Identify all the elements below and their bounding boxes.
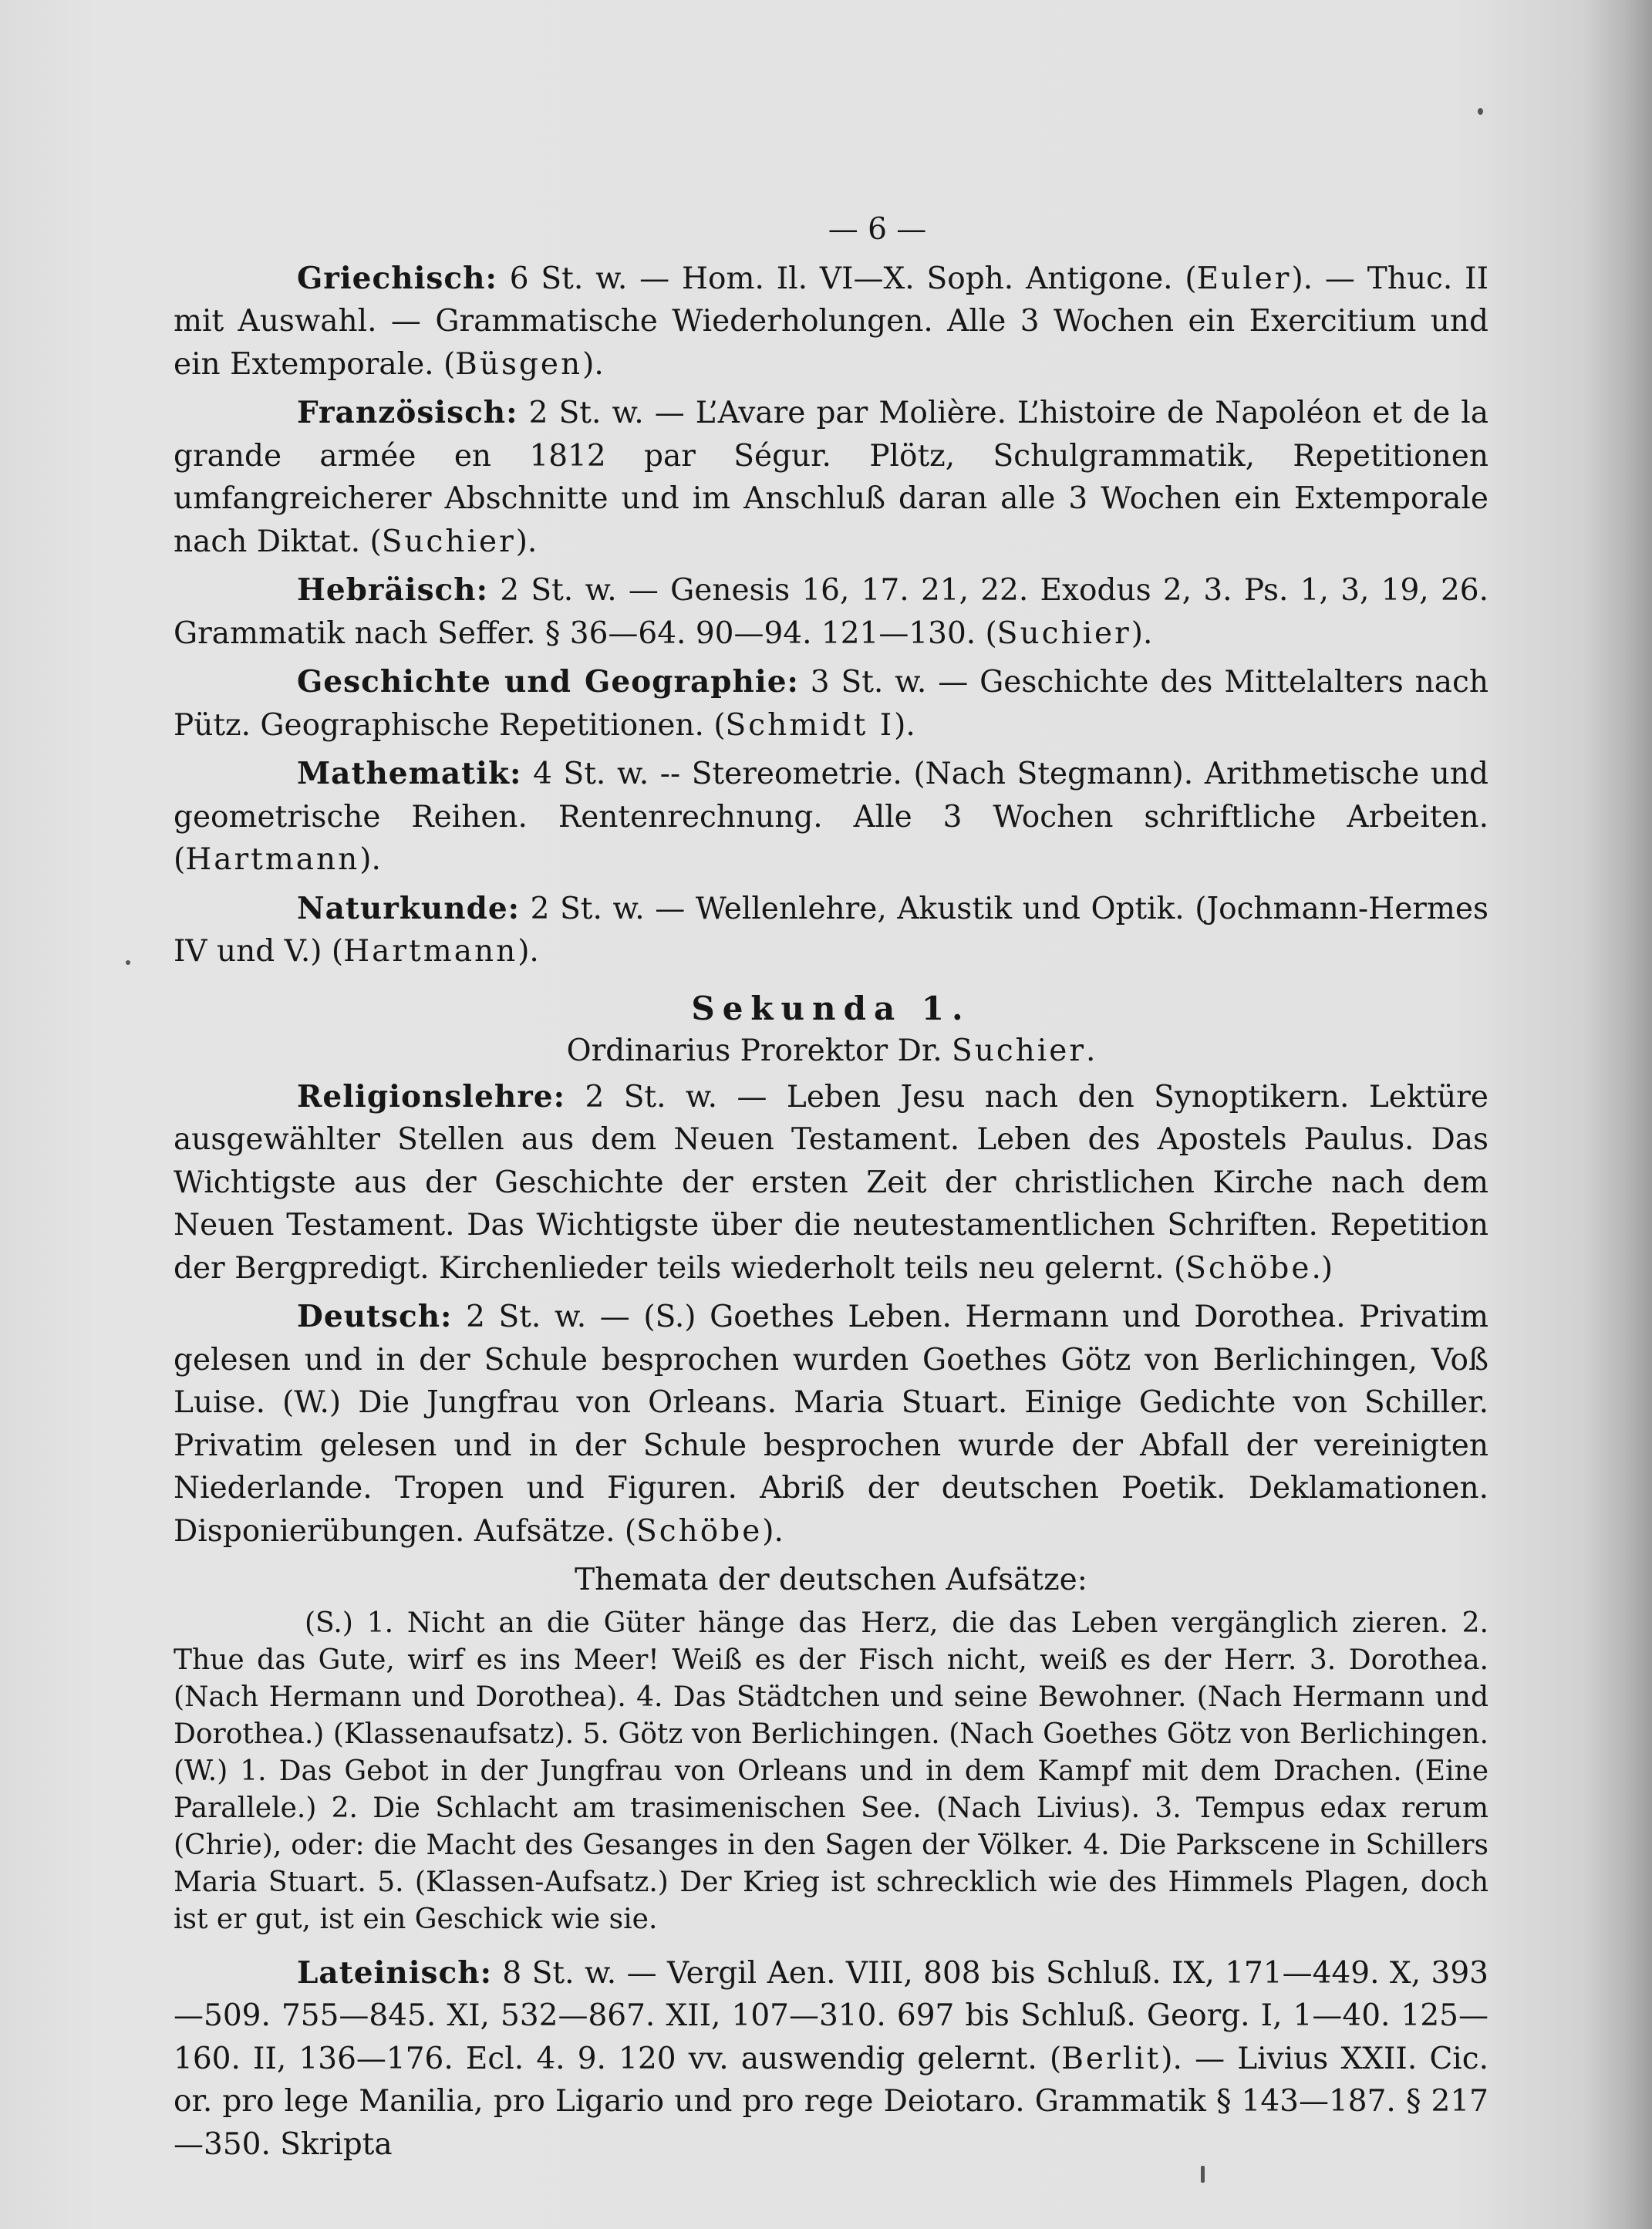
teacher-name: Suchier [996, 615, 1131, 651]
paragraph-text: 2 St. w. — Wellenlehre, Akustik und Optik. (Jochmann-Hermes IV und V.) ( [174, 891, 1488, 969]
binding-shadow [1583, 0, 1652, 2229]
teacher-name: Schmidt I [725, 707, 895, 743]
teacher-name: Suchier [952, 1034, 1086, 1068]
paragraph-franzoesisch [174, 392, 1488, 563]
paragraph-text: ). [762, 1513, 784, 1549]
subheading-text: Ordinarius Prorektor Dr. [566, 1034, 952, 1068]
paragraph-text: ). [515, 524, 538, 559]
subject-heading: Griechisch: [297, 260, 497, 296]
themata-text: Nicht an die Güter hänge das Herz, die das Leben vergänglich zieren. 2. Thue das Gute, wirf es ins Meer! Weiß es der Fisch nicht, weiß es der Herr. 3. Dorothea. (Nach Hermann und Dorothea). 4. Das Städtchen und seine Bewohner. (Nach Hermann und Dorothea.) (Klassenaufsatz). 5. Götz von Berlichingen. (Nach Goethes Götz von Berlichingen. (W.) 1. Das Gebot in der Jungfrau von Orleans und in dem Kampf mit dem Drachen. (Eine Parallele.) 2. Die Schlacht am trasimenischen See. (Nach Livius). 3. Tempus edax rerum (Chrie), oder: die Macht des Gesanges in den Sagen der Völker. 4. Die Parkscene in Schillers Maria Stuart. 5. (Klassen-Aufsatz.) Der Krieg ist schrecklich wie des Himmels Plagen, doch ist er gut, ist ein Geschick wie sie. [174, 1607, 1489, 1935]
paragraph-text: 3 St. w. — Geschichte des Mittelalters nach Pütz. Geographische Repetitionen. ( [174, 665, 1488, 743]
subject-heading: Hebräisch: [297, 572, 489, 608]
subheading-text: . [1086, 1034, 1096, 1068]
paragraph-text: ). — Livius XXII. Cic. or. pro lege Manilia, pro Ligario und pro rege Deiotaro. Grammatik § 143—187. § 217—350. Skripta [174, 2041, 1488, 2162]
paragraph-text: 2 St. w. — Genesis 16, 17. 21, 22. Exodus 2, 3. Ps. 1, 3, 19, 26. Grammatik nach Seffer. § 36—64. 90—94. 121—130. ( [174, 573, 1488, 651]
paragraph-text: ). [518, 934, 539, 969]
paragraph-text: ). [1131, 615, 1153, 651]
paragraph-naturkunde [174, 888, 1488, 973]
teacher-name: Schöbe [636, 1513, 763, 1549]
themata-list [174, 1605, 1488, 1938]
subject-heading: Mathematik: [297, 756, 522, 791]
teacher-name: Schöbe [1185, 1250, 1312, 1286]
teacher-name: Euler [1196, 261, 1292, 296]
paragraph-text: ). [582, 346, 604, 382]
page-number: — 6 — [828, 212, 927, 247]
paragraph-mathematik [174, 753, 1488, 882]
paragraph-geschichte [174, 661, 1488, 747]
paragraph-text: 2 St. w. — L’Avare par Molière. L’histoire de Napoléon et de la grande armée en 1812 par Ségur. Plötz, Schulgrammatik, Repetitionen umfangreicherer Abschnitte und im Anschluß daran alle 3 Wochen ein Extemporale nach Diktat. ( [174, 396, 1488, 559]
subject-heading: Lateinisch: [297, 1954, 492, 1991]
paragraph-text: 6 St. w. — Hom. Il. VI—X. Soph. Antigone. ( [497, 261, 1197, 296]
teacher-name: Suchier [381, 524, 516, 559]
paragraph-deutsch [174, 1296, 1488, 1553]
paragraph-religion [174, 1076, 1488, 1290]
themata-title: Themata der deutschen Aufsätze: [575, 1563, 1087, 1597]
teacher-name: Hartmann [343, 934, 518, 969]
paragraph-text: ). — Thuc. II mit Auswahl. — Grammatische Wiederholungen. Alle 3 Wochen ein Exercitium und ein Extemporale. ( [174, 261, 1488, 382]
section-heading: Sekunda 1. [691, 989, 971, 1027]
themata-lead: (S.) 1. [305, 1607, 394, 1639]
paragraph-griechisch [174, 258, 1488, 386]
teacher-name: Hartmann [185, 842, 360, 877]
paragraph-text: ). [359, 842, 381, 877]
paragraph-text: 4 St. w. -- Stereometrie. (Nach Stegmann). Arithmetische und geometrische Reihen. Rentenrechnung. Alle 3 Wochen schriftliche Arbeiten. ( [174, 757, 1488, 877]
speck-mark [1478, 108, 1483, 115]
teacher-name: Berlit [1061, 2041, 1161, 2076]
section-subheading [174, 1030, 1488, 1073]
paragraph-text: ). [894, 707, 915, 743]
subject-heading: Religionslehre: [297, 1078, 566, 1114]
subject-heading: Deutsch: [297, 1299, 453, 1334]
subject-heading: Naturkunde: [297, 890, 521, 926]
paragraph-hebraeisch [174, 569, 1488, 655]
teacher-name: Büsgen [455, 346, 583, 382]
paragraph-text: 8 St. w. — Vergil Aen. VIII, 808 bis Schluß. IX, 171—449. X, 393—509. 755—845. XI, 532—867. XII, 107—310. 697 bis Schluß. Georg. I, 1—40. 125—160. II, 136—176. Ecl. 4. 9. 120 vv. auswendig gelernt. ( [174, 1955, 1488, 2076]
subject-heading: Geschichte und Geographie: [297, 664, 799, 700]
speck-mark [126, 960, 130, 965]
paragraph-text: 2 St. w. — Leben Jesu nach den Synoptikern. Lektüre ausgewählter Stellen aus dem Neuen Testament. Leben des Apostels Paulus. Das Wichtigste aus der Geschichte der ersten Zeit der christlichen Kirche nach dem Neuen Testament. Das Wichtigste über die neutestamentlichen Schriften. Repetition der Bergpredigt. Kirchenlieder teils wiederholt teils neu gelernt. ( [174, 1079, 1488, 1286]
subject-heading: Französisch: [297, 395, 518, 430]
paragraph-lateinisch [174, 1952, 1488, 2167]
paragraph-text: .) [1311, 1250, 1333, 1286]
paragraph-text: 2 St. w. — (S.) Goethes Leben. Hermann und Dorothea. Privatim gelesen und in der Schule besprochen wurden Goethes Götz von Berlichingen, Voß Luise. (W.) Die Jungfrau von Orleans. Maria Stuart. Einige Gedichte von Schiller. Privatim gelesen und in der Schule besprochen wurde der Abfall der vereinigten Niederlande. Tropen und Figuren. Abriß der deutschen Poetik. Deklamationen. Disponierübungen. Aufsätze. ( [174, 1300, 1488, 1549]
page-text [174, 208, 1488, 2172]
